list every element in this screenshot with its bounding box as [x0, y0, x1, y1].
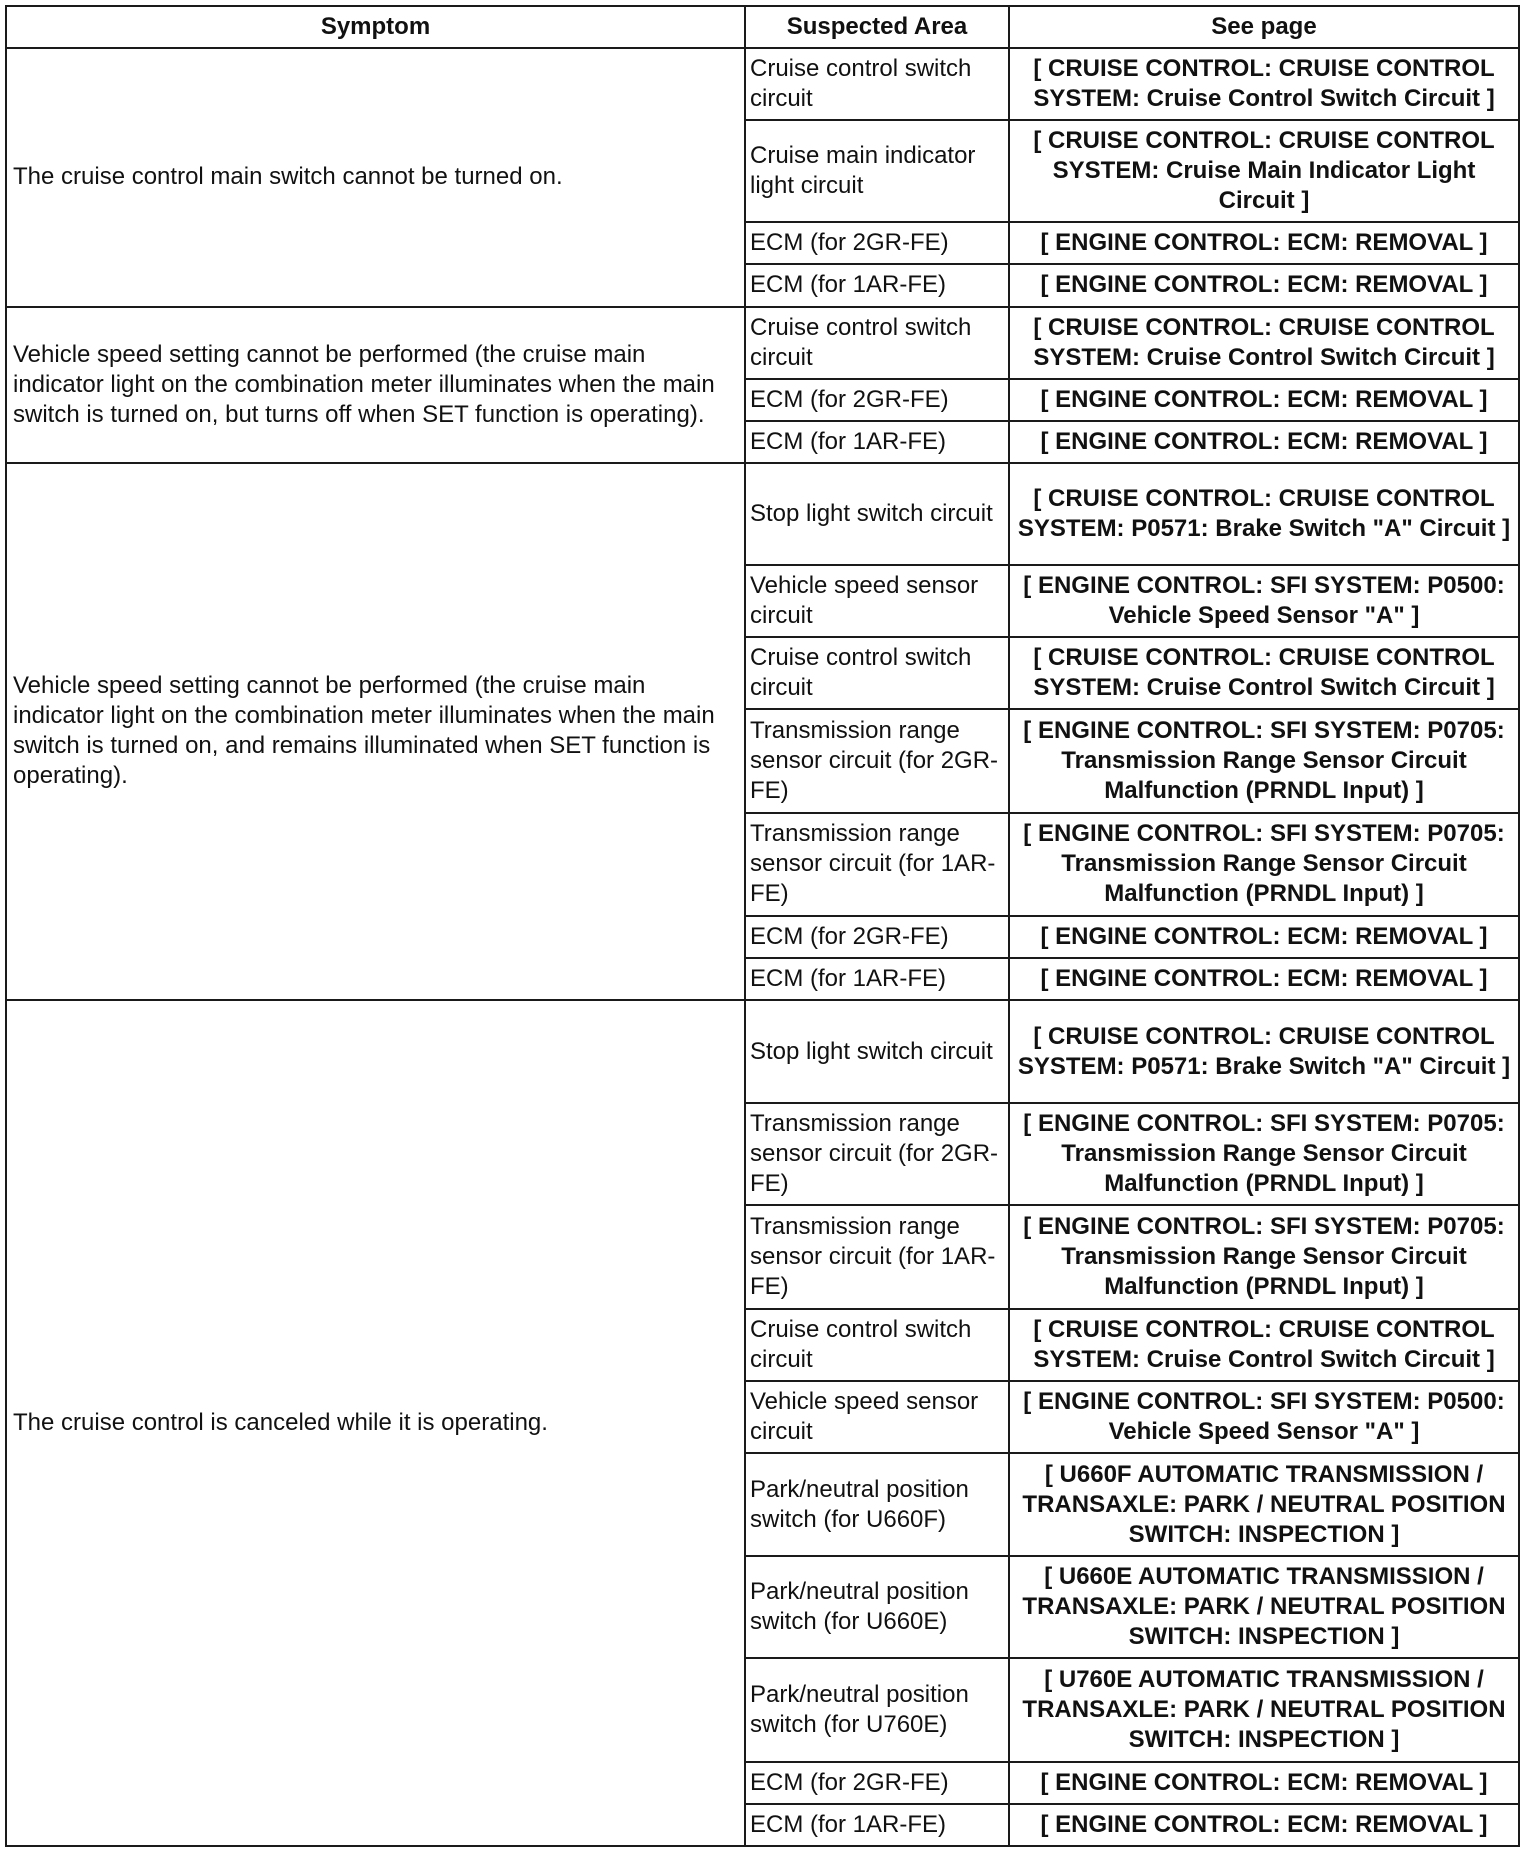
see-page-link[interactable]: [ ENGINE CONTROL: SFI SYSTEM: P0705: Transmission Range Sensor Circuit Malfunction (PRNDL Input) ]	[1009, 813, 1519, 916]
suspected-area-cell: Park/neutral position switch (for U660E)	[745, 1556, 1009, 1658]
suspected-area-cell: ECM (for 1AR-FE)	[745, 1804, 1009, 1846]
header-symptom: Symptom	[6, 6, 745, 48]
suspected-area-cell: Park/neutral position switch (for U760E)	[745, 1658, 1009, 1761]
suspected-area-cell: Transmission range sensor circuit (for 2GR-FE)	[745, 709, 1009, 812]
suspected-area-cell: Vehicle speed sensor circuit	[745, 1381, 1009, 1453]
suspected-area-cell: Cruise main indicator light circuit	[745, 120, 1009, 222]
see-page-link[interactable]: [ CRUISE CONTROL: CRUISE CONTROL SYSTEM: Cruise Control Switch Circuit ]	[1009, 637, 1519, 709]
header-row	[6, 6, 1519, 48]
suspected-area-cell: ECM (for 1AR-FE)	[745, 958, 1009, 1000]
see-page-link[interactable]: [ ENGINE CONTROL: ECM: REMOVAL ]	[1009, 222, 1519, 264]
see-page-link[interactable]: [ ENGINE CONTROL: ECM: REMOVAL ]	[1009, 1762, 1519, 1804]
see-page-link[interactable]: [ CRUISE CONTROL: CRUISE CONTROL SYSTEM: Cruise Control Switch Circuit ]	[1009, 48, 1519, 120]
symptom-cell: The cruise control main switch cannot be turned on.	[6, 48, 745, 307]
see-page-link[interactable]: [ CRUISE CONTROL: CRUISE CONTROL SYSTEM: Cruise Control Switch Circuit ]	[1009, 1309, 1519, 1381]
see-page-link[interactable]: [ CRUISE CONTROL: CRUISE CONTROL SYSTEM: P0571: Brake Switch "A" Circuit ]	[1009, 463, 1519, 565]
suspected-area-cell: Vehicle speed sensor circuit	[745, 565, 1009, 637]
table-body	[6, 48, 1519, 1846]
suspected-area-cell: ECM (for 2GR-FE)	[745, 1762, 1009, 1804]
suspected-area-cell: Cruise control switch circuit	[745, 48, 1009, 120]
see-page-link[interactable]: [ CRUISE CONTROL: CRUISE CONTROL SYSTEM: Cruise Control Switch Circuit ]	[1009, 307, 1519, 379]
suspected-area-cell: Stop light switch circuit	[745, 1000, 1009, 1103]
suspected-area-cell: Stop light switch circuit	[745, 463, 1009, 565]
suspected-area-cell: ECM (for 2GR-FE)	[745, 222, 1009, 264]
table-row	[6, 48, 1519, 120]
table-row	[6, 1000, 1519, 1103]
see-page-link[interactable]: [ ENGINE CONTROL: ECM: REMOVAL ]	[1009, 421, 1519, 463]
symptom-cell: Vehicle speed setting cannot be performed (the cruise main indicator light on the combination meter illuminates when the main switch is turned on, but turns off when SET function is operating).	[6, 307, 745, 463]
see-page-link[interactable]: [ ENGINE CONTROL: SFI SYSTEM: P0500: Vehicle Speed Sensor "A" ]	[1009, 1381, 1519, 1453]
symptom-table	[5, 5, 1520, 1847]
see-page-link[interactable]: [ CRUISE CONTROL: CRUISE CONTROL SYSTEM: Cruise Main Indicator Light Circuit ]	[1009, 120, 1519, 222]
suspected-area-cell: Transmission range sensor circuit (for 1AR-FE)	[745, 813, 1009, 916]
see-page-link[interactable]: [ ENGINE CONTROL: SFI SYSTEM: P0705: Transmission Range Sensor Circuit Malfunction (PRNDL Input) ]	[1009, 1205, 1519, 1308]
suspected-area-cell: ECM (for 1AR-FE)	[745, 421, 1009, 463]
suspected-area-cell: ECM (for 1AR-FE)	[745, 264, 1009, 306]
suspected-area-cell: Park/neutral position switch (for U660F)	[745, 1453, 1009, 1556]
table-row	[6, 463, 1519, 565]
suspected-area-cell: Cruise control switch circuit	[745, 307, 1009, 379]
header-see-page: See page	[1009, 6, 1519, 48]
see-page-link[interactable]: [ U660F AUTOMATIC TRANSMISSION / TRANSAXLE: PARK / NEUTRAL POSITION SWITCH: INSPECTION ]	[1009, 1453, 1519, 1556]
suspected-area-cell: Cruise control switch circuit	[745, 1309, 1009, 1381]
suspected-area-cell: Transmission range sensor circuit (for 2GR-FE)	[745, 1103, 1009, 1205]
see-page-link[interactable]: [ ENGINE CONTROL: SFI SYSTEM: P0705: Transmission Range Sensor Circuit Malfunction (PRNDL Input) ]	[1009, 1103, 1519, 1205]
see-page-link[interactable]: [ ENGINE CONTROL: SFI SYSTEM: P0500: Vehicle Speed Sensor "A" ]	[1009, 565, 1519, 637]
suspected-area-cell: ECM (for 2GR-FE)	[745, 916, 1009, 958]
see-page-link[interactable]: [ ENGINE CONTROL: ECM: REMOVAL ]	[1009, 958, 1519, 1000]
symptom-cell: Vehicle speed setting cannot be performed (the cruise main indicator light on the combination meter illuminates when the main switch is turned on, and remains illuminated when SET function is operating).	[6, 463, 745, 1000]
suspected-area-cell: ECM (for 2GR-FE)	[745, 379, 1009, 421]
see-page-link[interactable]: [ ENGINE CONTROL: SFI SYSTEM: P0705: Transmission Range Sensor Circuit Malfunction (PRNDL Input) ]	[1009, 709, 1519, 812]
see-page-link[interactable]: [ ENGINE CONTROL: ECM: REMOVAL ]	[1009, 264, 1519, 306]
see-page-link[interactable]: [ CRUISE CONTROL: CRUISE CONTROL SYSTEM: P0571: Brake Switch "A" Circuit ]	[1009, 1000, 1519, 1103]
suspected-area-cell: Transmission range sensor circuit (for 1AR-FE)	[745, 1205, 1009, 1308]
see-page-link[interactable]: [ ENGINE CONTROL: ECM: REMOVAL ]	[1009, 379, 1519, 421]
symptom-cell: The cruise control is canceled while it is operating.	[6, 1000, 745, 1846]
see-page-link[interactable]: [ ENGINE CONTROL: ECM: REMOVAL ]	[1009, 916, 1519, 958]
see-page-link[interactable]: [ ENGINE CONTROL: ECM: REMOVAL ]	[1009, 1804, 1519, 1846]
see-page-link[interactable]: [ U760E AUTOMATIC TRANSMISSION / TRANSAXLE: PARK / NEUTRAL POSITION SWITCH: INSPECTION ]	[1009, 1658, 1519, 1761]
suspected-area-cell: Cruise control switch circuit	[745, 637, 1009, 709]
see-page-link[interactable]: [ U660E AUTOMATIC TRANSMISSION / TRANSAXLE: PARK / NEUTRAL POSITION SWITCH: INSPECTION ]	[1009, 1556, 1519, 1658]
table-row	[6, 307, 1519, 379]
header-suspected-area: Suspected Area	[745, 6, 1009, 48]
